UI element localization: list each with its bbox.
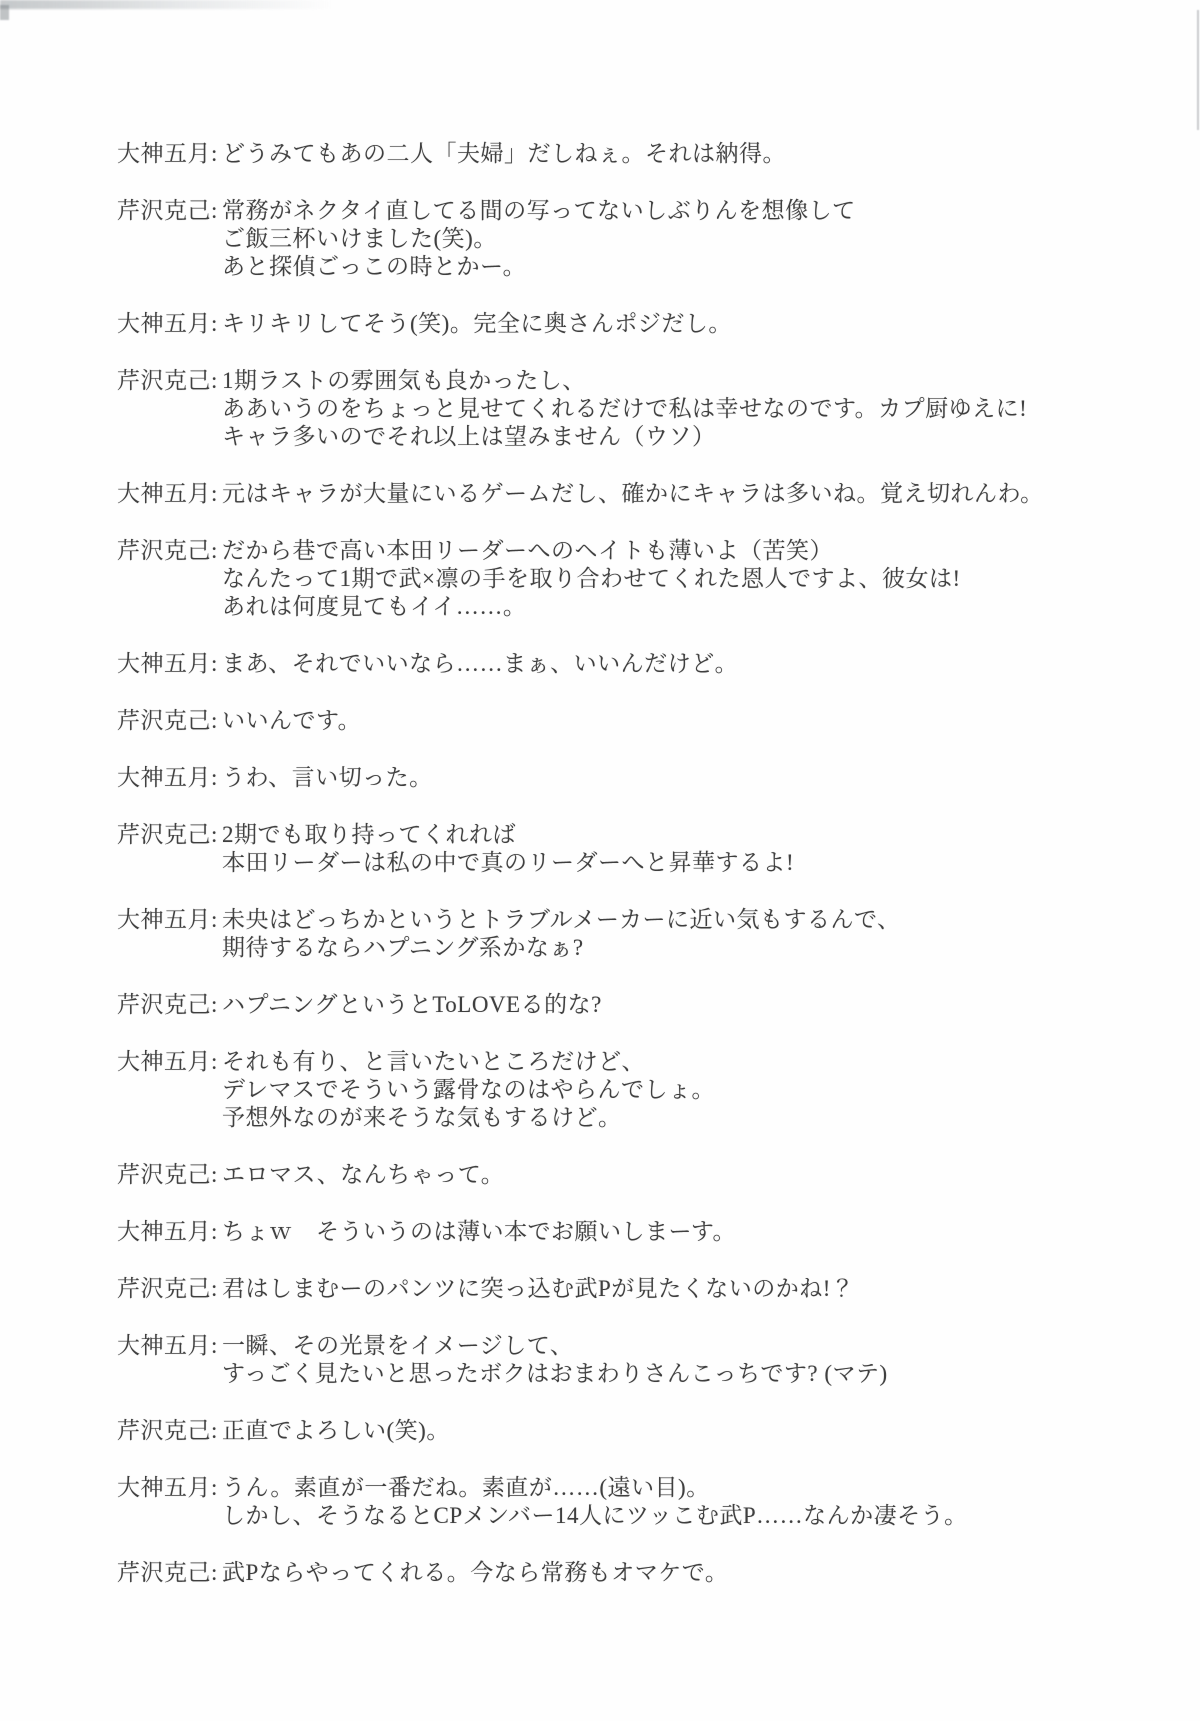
speech-block [117,650,1170,678]
scan-artifact-right-edge [1197,10,1199,130]
speech-line: 予想外なのが来そうな気もするけど。 [222,1105,622,1130]
speaker-name: 芹沢克己: [117,708,218,733]
speaker-name: 芹沢克己: [117,1560,218,1585]
speaker-name: 大神五月: [117,1475,218,1500]
speech-lines [222,1474,1170,1530]
speaker-name: 芹沢克己: [117,822,218,847]
speech-line: 君はしまむーのパンツに突っ込む武Pが見たくないのかね!？ [222,1276,855,1301]
speech-block [117,991,1170,1019]
speech-lines [222,197,1170,281]
speech-line: 2期でも取り持ってくれれば [222,822,516,847]
speech-line: 本田リーダーは私の中で真のリーダーへと昇華するよ! [222,850,795,875]
speech-lines [222,1161,1170,1189]
speech-line: 武Pならやってくれる。今なら常務もオマケで。 [222,1560,729,1585]
speech-block [117,1218,1170,1246]
speech-line: 一瞬、その光景をイメージして、 [222,1333,574,1358]
speech-lines [222,764,1170,792]
speech-block [117,197,1170,281]
speaker-name: 芹沢克己: [117,1276,218,1301]
speaker-name: 大神五月: [117,651,218,676]
speech-lines [222,650,1170,678]
speech-block [117,1048,1170,1132]
speech-line: あれは何度見てもイイ……。 [222,594,527,619]
speech-block [117,1332,1170,1388]
speaker-name: 芹沢克己: [117,538,218,563]
speech-line: いいんです。 [222,708,362,733]
speaker-name: 大神五月: [117,765,218,790]
speech-line: 期待するならハプニング系かなぁ? [222,935,584,960]
speech-block [117,367,1170,451]
speaker-name: 芹沢克己: [117,1418,218,1443]
speech-block [117,1474,1170,1530]
speech-line: 元はキャラが大量にいるゲームだし、確かにキャラは多いね。覚え切れんわ。 [222,481,1044,506]
speech-line: デレマスでそういう露骨なのはやらんでしょ。 [222,1077,716,1102]
speech-lines [222,367,1170,451]
speech-line: それも有り、と言いたいところだけど、 [222,1049,645,1074]
speech-line: すっごく見たいと思ったボクはおまわりさんこっちです? (マテ) [222,1361,888,1386]
dialogue-transcript [117,140,1170,1616]
speaker-name: 大神五月: [117,481,218,506]
speaker-name: 大神五月: [117,907,218,932]
speech-block [117,821,1170,877]
speech-block [117,1275,1170,1303]
speech-line: 正直でよろしい(笑)。 [222,1418,450,1443]
speech-line: キャラ多いのでそれ以上は望みません（ウソ） [222,424,716,449]
speech-block [117,480,1170,508]
speech-line: しかし、そうなるとCPメンバー14人にツッこむ武P……なんか凄そう。 [222,1503,968,1528]
speech-lines [222,140,1170,168]
speech-lines [222,1417,1170,1445]
speech-line: だから巷で高い本田リーダーへのヘイトも薄いよ（苦笑） [222,538,833,563]
speech-lines [222,1332,1170,1388]
speaker-name: 大神五月: [117,1219,218,1244]
speaker-name: 大神五月: [117,141,218,166]
speaker-name: 芹沢克己: [117,198,218,223]
speech-block [117,310,1170,338]
speech-block [117,1417,1170,1445]
speech-line: エロマス、なんちゃって。 [222,1162,505,1187]
speech-lines [222,991,1170,1019]
speech-line: ああいうのをちょっと見せてくれるだけで私は幸せなのです。カプ厨ゆえに! [222,396,1028,421]
speech-lines [222,1048,1170,1132]
speech-block [117,537,1170,621]
speech-line: あと探偵ごっこの時とかー。 [222,254,527,279]
scan-artifact-top-edge [0,0,335,9]
scan-artifact-corner-speck [0,5,9,20]
speech-block [117,906,1170,962]
speech-block [117,1559,1170,1587]
speech-line: ご飯三杯いけました(笑)。 [222,226,497,251]
speaker-name: 芹沢克己: [117,368,218,393]
speech-line: まあ、それでいいなら……まぁ、いいんだけど。 [222,651,739,676]
speaker-name: 大神五月: [117,311,218,336]
speaker-name: 大神五月: [117,1333,218,1358]
speech-line: うわ、言い切った。 [222,765,433,790]
speech-lines [222,821,1170,877]
speech-line: キリキリしてそう(笑)。完全に奥さんポジだし。 [222,311,732,336]
speech-line: ちょｗ そういうのは薄い本でお願いしまーす。 [222,1219,737,1244]
speech-lines [222,310,1170,338]
speaker-name: 芹沢克己: [117,992,218,1017]
speaker-name: 芹沢克己: [117,1162,218,1187]
speech-lines [222,1559,1170,1587]
speech-block [117,764,1170,792]
speech-lines [222,480,1170,508]
speech-block [117,707,1170,735]
speech-block [117,1161,1170,1189]
speech-line: ハプニングというとToLOVEる的な? [222,992,602,1017]
speech-lines [222,906,1170,962]
speech-line: なんたって1期で武×凛の手を取り合わせてくれた恩人ですよ、彼女は! [222,566,961,591]
speech-line: 常務がネクタイ直してる間の写ってないしぶりんを想像して [222,198,856,223]
speech-line: 1期ラストの雰囲気も良かったし、 [222,368,586,393]
speech-lines [222,1218,1170,1246]
speech-line: うん。素直が一番だね。素直が……(遠い目)。 [222,1475,710,1500]
speech-lines [222,707,1170,735]
speech-line: 未央はどっちかというとトラブルメーカーに近い気もするんで、 [222,907,901,932]
speech-line: どうみてもあの二人「夫婦」だしねぇ。それは納得。 [222,141,786,166]
speech-block [117,140,1170,168]
speech-lines [222,1275,1170,1303]
speech-lines [222,537,1170,621]
speaker-name: 大神五月: [117,1049,218,1074]
